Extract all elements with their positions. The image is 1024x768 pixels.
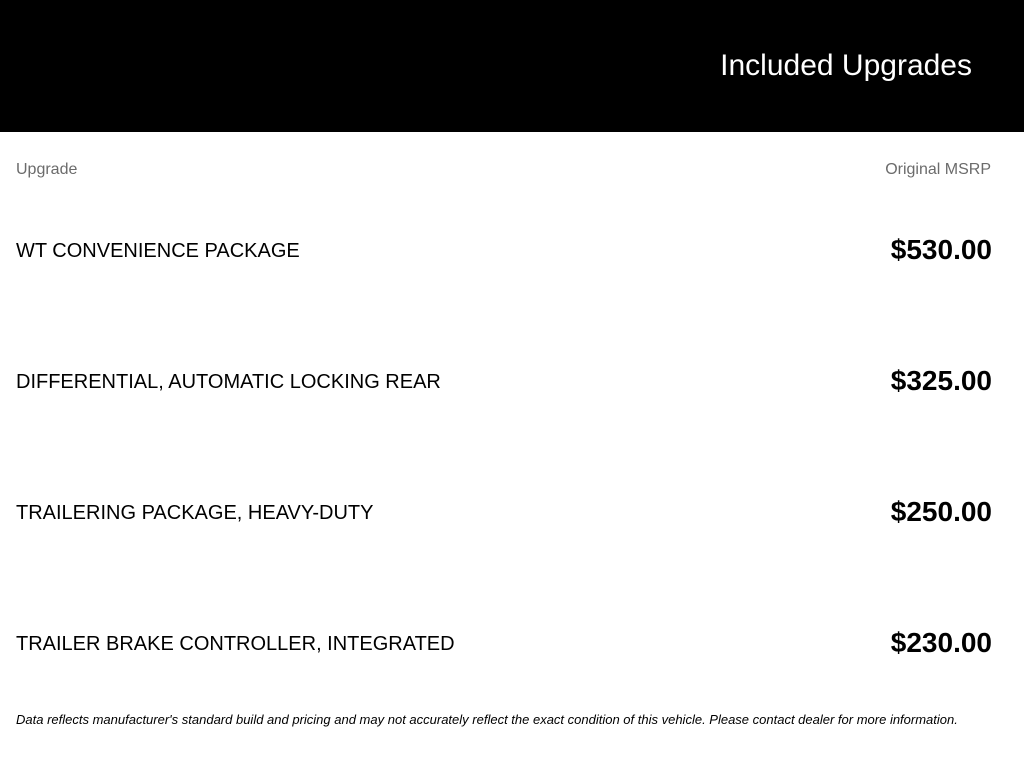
upgrade-name: TRAILERING PACKAGE, HEAVY-DUTY: [16, 502, 374, 524]
upgrade-price: $230.00: [890, 627, 992, 658]
disclaimer-text: Data reflects manufacturer's standard build and pricing and may not accurately reflect the exact condition of this vehicle. Please contact dealer for more information.: [16, 712, 958, 727]
upgrade-price: $325.00: [890, 365, 992, 396]
upgrade-row: [0, 230, 1024, 270]
upgrade-name: DIFFERENTIAL, AUTOMATIC LOCKING REAR: [16, 371, 441, 393]
upgrade-name: WT CONVENIENCE PACKAGE: [16, 240, 300, 262]
page-title: Included Upgrades: [720, 49, 972, 82]
upgrade-row: [0, 623, 1024, 663]
column-header-msrp: Original MSRP: [885, 161, 991, 178]
upgrade-row: [0, 492, 1024, 532]
upgrade-price: $530.00: [890, 234, 992, 265]
upgrade-name: TRAILER BRAKE CONTROLLER, INTEGRATED: [16, 633, 455, 655]
upgrade-price: $250.00: [890, 496, 992, 527]
upgrade-row: [0, 361, 1024, 401]
column-header-upgrade: Upgrade: [16, 161, 78, 178]
